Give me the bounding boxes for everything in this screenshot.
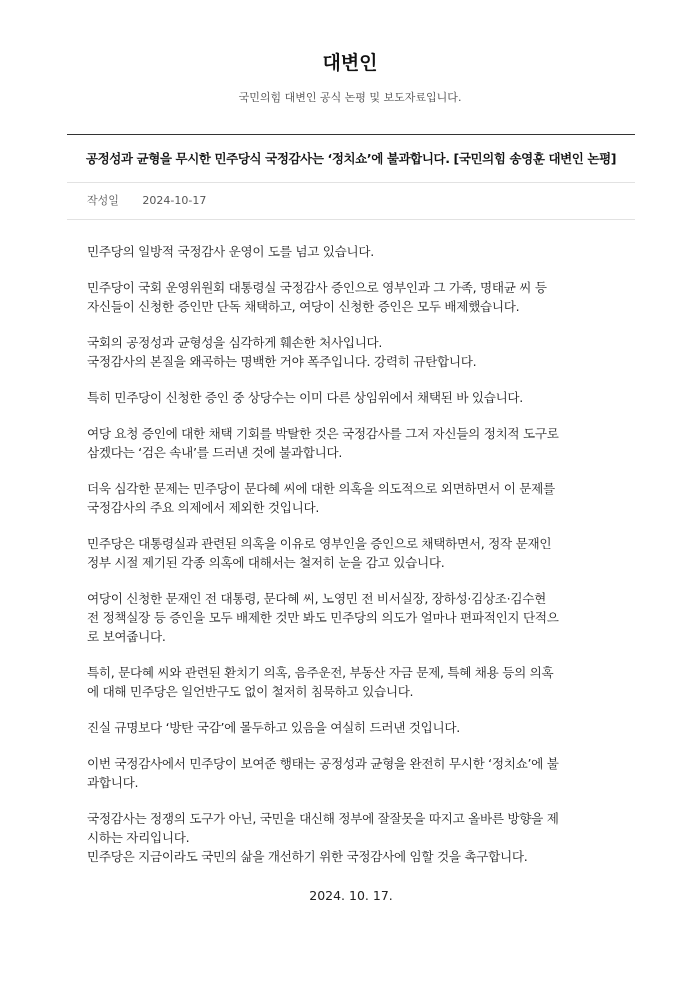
paragraph — [87, 718, 615, 737]
paragraph-line: 삼겠다는 ‘검은 속내’를 드러낸 것에 불과합니다. — [87, 445, 343, 460]
article-meta — [67, 183, 635, 220]
sign-date: 2024. 10. 17. — [309, 888, 393, 903]
date-value: 2024-10-17 — [142, 194, 207, 207]
paragraph-line: 특히 민주당이 신청한 증인 중 상당수는 이미 다른 상임위에서 채택된 바 있습니다. — [87, 390, 524, 405]
paragraph — [87, 809, 615, 866]
paragraph — [87, 388, 615, 407]
paragraph-line: 정부 시절 제기된 각종 의혹에 대해서는 철저히 눈을 감고 있습니다. — [87, 555, 445, 570]
paragraph-line: 국회의 공정성과 균형성을 심각하게 훼손한 처사입니다. — [87, 335, 383, 350]
press-article — [67, 134, 635, 905]
paragraph — [87, 754, 615, 792]
paragraph — [87, 333, 615, 371]
paragraph-line: 진실 규명보다 ‘방탄 국감’에 몰두하고 있음을 여실히 드러낸 것입니다. — [87, 720, 460, 735]
paragraph-line: 더욱 심각한 문제는 민주당이 문다혜 씨에 대한 의혹을 의도적으로 외면하면서 이 문제를 — [87, 481, 555, 496]
paragraph-line: 국정감사는 정쟁의 도구가 아닌, 국민을 대신해 정부에 잘잘못을 따지고 올바른 방향을 제 — [87, 811, 559, 826]
paragraph-line: 이번 국정감사에서 민주당이 보여준 행태는 공정성과 균형을 완전히 무시한 ‘정치쇼’에 불 — [87, 756, 559, 771]
paragraph — [87, 534, 615, 572]
page-header — [0, 0, 700, 106]
paragraph-line: 민주당은 대통령실과 관련된 의혹을 이유로 영부인을 증인으로 채택하면서, 정작 문재인 — [87, 536, 552, 551]
paragraph-line: 국정감사의 본질을 왜곡하는 명백한 거야 폭주입니다. 강력히 규탄합니다. — [87, 354, 477, 369]
article-title: 공정성과 균형을 무시한 민주당식 국정감사는 ‘정치쇼’에 불과합니다. [국민의힘 송영훈 대변인 논평] — [85, 151, 617, 166]
paragraph — [87, 479, 615, 517]
paragraph-line: 민주당은 지금이라도 국민의 삶을 개선하기 위한 국정감사에 임할 것을 촉구합니다. — [87, 849, 528, 864]
paragraph-line: 시하는 자리입니다. — [87, 830, 190, 845]
paragraph — [87, 589, 615, 646]
paragraph-line: 자신들이 신청한 증인만 단독 채택하고, 여당이 신청한 증인은 모두 배제했습니다. — [87, 299, 520, 314]
paragraph-line: 민주당의 일방적 국정감사 운영이 도를 넘고 있습니다. — [87, 244, 374, 259]
paragraph — [87, 424, 615, 462]
paragraph-line: 여당 요청 증인에 대한 채택 기회를 박탈한 것은 국정감사를 그저 자신들의 정치적 도구로 — [87, 426, 559, 441]
paragraph-line: 특히, 문다혜 씨와 관련된 환치기 의혹, 음주운전, 부동산 자금 문제, 특혜 채용 등의 의혹 — [87, 665, 554, 680]
paragraph-line: 국정감사의 주요 의제에서 제외한 것입니다. — [87, 500, 320, 515]
paragraph — [87, 242, 615, 261]
paragraph-line: 여당이 신청한 문재인 전 대통령, 문다혜 씨, 노영민 전 비서실장, 장하성·김상조·김수현 — [87, 591, 546, 606]
paragraph-line: 로 보여줍니다. — [87, 629, 166, 644]
paragraph — [87, 278, 615, 316]
paragraph-line: 전 정책실장 등 증인을 모두 배제한 것만 봐도 민주당의 의도가 얼마나 편파적인지 단적으 — [87, 610, 559, 625]
article-body — [67, 220, 635, 866]
date-label: 작성일 — [87, 194, 119, 207]
paragraph-line: 민주당이 국회 운영위원회 대통령실 국정감사 증인으로 영부인과 그 가족, 명태균 씨 등 — [87, 280, 547, 295]
page-title: 대변인 — [322, 52, 378, 74]
paragraph-line: 에 대해 민주당은 일언반구도 없이 철저히 침묵하고 있습니다. — [87, 684, 414, 699]
paragraph-line: 과합니다. — [87, 775, 139, 790]
article-header — [67, 134, 635, 183]
paragraph — [87, 663, 615, 701]
page-subtitle: 국민의힘 대변인 공식 논평 및 보도자료입니다. — [238, 91, 462, 104]
